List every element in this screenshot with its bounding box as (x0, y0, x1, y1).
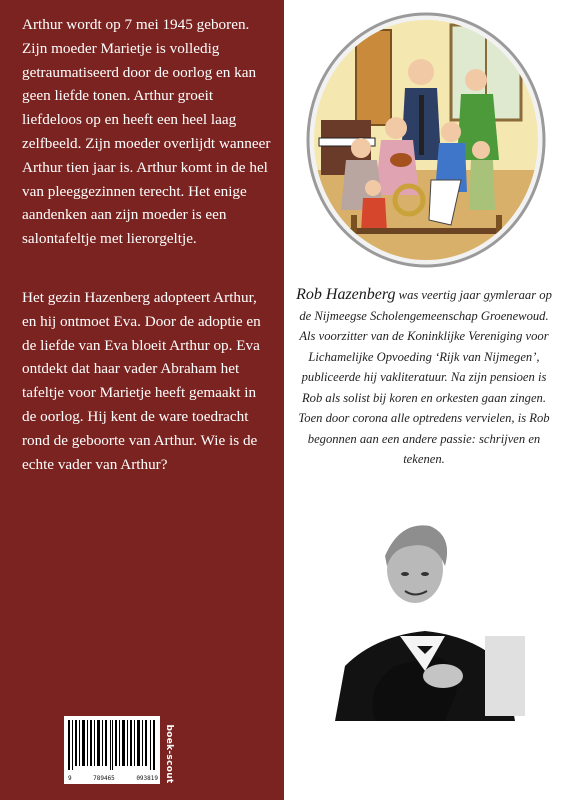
isbn-digits-3: 093819 (136, 775, 158, 782)
isbn-digits-2: 789465 (93, 775, 115, 782)
synopsis-paragraph-1: Arthur wordt op 7 mei 1945 geboren. Zijn moeder Marietje is volledig getraumatiseerd door de oorlog en kan geen liefde tonen. Arthur groeit liefdeloos op en heeft een heel laag zelfbeeld. Zijn moeder overlijdt wanneer Arthur tien jaar is. Arthur komt in de hel van pleeggezinnen terecht. Het enige aandenken aan zijn moeder is een salontafeltje met lierorgeltje. (22, 16, 271, 248)
isbn-barcode (64, 716, 160, 784)
isbn-digits-1: 9 (68, 775, 72, 782)
publisher-logo (163, 724, 175, 784)
author-bio (296, 285, 552, 470)
author-photo (305, 496, 539, 721)
isbn-number (68, 775, 158, 782)
publisher-name: boek-scout (164, 724, 174, 784)
family-music-illustration (301, 10, 551, 270)
barcode-bars (64, 716, 160, 776)
author-name: Rob Hazenberg (296, 286, 396, 303)
author-bio-text: was veertig jaar gymleraar op de Nijmeegse Scholengemeenschap Groenewoud. Als voorzitter van de Koninklijke Vereniging voor Lichamelijke Opvoeding ‘Rijk van Nijmegen’, publiceerde hij vakliteratuur. Na zijn pensioen is Rob als solist bij koren en orkesten gaan zingen. Toen door corona alle optredens vervielen, is Rob begonnen aan een andere passie: schrijven en tekenen. (298, 288, 552, 466)
synopsis-paragraph-2: Het gezin Hazenberg adopteert Arthur, en hij ontmoet Eva. Door de adoptie en de liefde van Eva bloeit Arthur op. Eva ontdekt dat haar vader Abraham het tafeltje voor Marietje heeft gemaakt in de oorlog. Hij kent de ware toedracht rond de geboorte van Arthur. Wie is de echte vader van Arthur? (22, 289, 261, 473)
